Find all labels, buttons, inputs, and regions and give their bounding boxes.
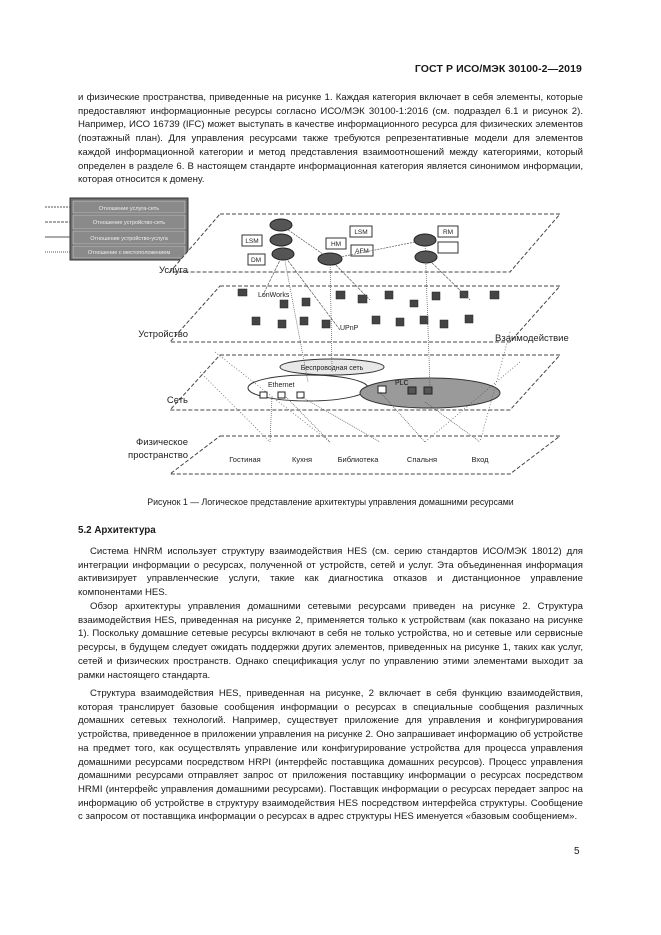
legend-service-network: Отношение услуга-сеть — [98, 206, 160, 212]
service-node-lsm-1: LSM — [245, 238, 259, 245]
layer-physical-label-2: пространство — [128, 450, 188, 461]
intro-paragraph: и физические пространства, приведенные на рисунке 1. Каждая категория включает в себя элементы, которые предоставляют информационные ресурсы согласно ИСО/МЭК 30100-1:2016 (см. подраздел 6.1 и рисунок 2). Например, ИСО 16739 (IFC) может выступать в качестве информационного ресурса для физических элементов (поэтажный план). Для управления ресурсами также требуются репрезентативные модели для элементов каждой информационной категории и метод представления взаимоотношений между категориями, который определен в разделе 6. В настоящем стандарте информационная категория является синонимом информации, которая относится к домену. — [78, 92, 583, 186]
room-library: Библиотека — [337, 455, 379, 464]
architecture-figure — [40, 192, 620, 477]
protocol-ethernet: Ethernet — [268, 382, 295, 389]
room-entrance: Вход — [471, 455, 489, 464]
figure-legend — [45, 198, 188, 260]
protocol-wireless: Беспроводная сеть — [300, 365, 364, 372]
layer-network-label: Сеть — [166, 395, 188, 406]
standard-header: ГОСТ Р ИСО/МЭК 30100-2—2019 — [414, 63, 582, 75]
legend-device-network: Отношение устройство-сеть — [92, 220, 166, 226]
service-plane — [170, 214, 560, 272]
room-living-room: Гостиная — [229, 455, 261, 464]
protocol-lonworks: LonWorks — [258, 292, 290, 299]
protocol-plc: PLC — [395, 380, 409, 387]
hnrm-paragraph: Система HNRM использует структуру взаимодействия HES (см. серию стандартов ИСО/МЭК 18012) для интеграции информации о ресурсах, полученной от устройств, сетей и услуг. Эта объединенная информация активизирует управленческие услуги, такие как диагностика отказов и дистанционное управление компонентами HES. — [78, 546, 583, 599]
service-node-lsm-2: LSM — [354, 229, 368, 236]
layer-physical-label-1: Физическое — [135, 437, 188, 448]
room-bedroom: Спальня — [406, 455, 438, 464]
service-node-rm: RM — [442, 229, 454, 236]
hes-paragraph: Структура взаимодействия HES, приведенная на рисунке, 2 включает в себя функцию взаимодействия, которая транслирует базовые сообщения информации о ресурсах в специальные сообщения различных домашних сетевых технологий. Например, существует приложение для управления и конфигурирования устройства, приведенное в приложении управления на рисунке 2. Оно запрашивает информацию об устройстве на предмет того, как осуществлять управление или конфигурирование устройства для процесса управления домашними ресурсами посредством HRPI (интерфейс поставщика домашних ресурсов). Процесс управления домашними ресурсами отправляет запрос от приложения поставщику информации о ресурсах посредством HRMI (интерфейс управления домашними ресурсами). Поставщик информации о ресурсах передает запрос на информацию об устройстве в структуру взаимодействия HES посредством интерфейса структуры. Сообщение с запросом от поставщика информации о ресурсах в адрес структуры HES именуется «базовым сообщением». — [78, 688, 583, 823]
page-number: 5 — [574, 846, 580, 857]
service-node-hm: HM — [330, 241, 342, 248]
layer-service-label: Услуга — [159, 265, 188, 276]
protocol-upnp: UPnP — [340, 325, 359, 332]
interaction-label: Взаимодействие — [495, 333, 569, 344]
figure-caption: Рисунок 1 — Логическое представление архитектуры управления домашними ресурсами — [147, 497, 514, 507]
service-node-afm: AFM — [355, 248, 369, 255]
section-title: Архитектура — [94, 525, 156, 536]
overview-paragraph: Обзор архитектуры управления домашними сетевыми ресурсами приведен на рисунке 2. Структура взаимодействия HES, приведенная на рисунке 2, применяется только к устройствам (как показано на рисунке 1). Поскольку домашние сетевые ресурсы включают в себя не только устройства, но и сетевые или сервисные ресурсы, в будущем следует ожидать поддержки других элементов, приведенных на рисунке 1, таких как услуг, сетей и физических пространств. Однако спецификация услуг по управлению этими элементами выходит за рамки настоящего стандарта. — [78, 601, 583, 681]
layer-device-label: Устройство — [138, 329, 188, 340]
legend-device-service: Отношение устройство-услуга — [90, 236, 168, 242]
service-node-dm: DM — [250, 257, 262, 264]
section-number: 5.2 — [78, 525, 92, 536]
section-heading — [78, 525, 156, 536]
room-kitchen: Кухня — [291, 455, 313, 464]
legend-location: Отношение с местоположением — [87, 250, 171, 256]
